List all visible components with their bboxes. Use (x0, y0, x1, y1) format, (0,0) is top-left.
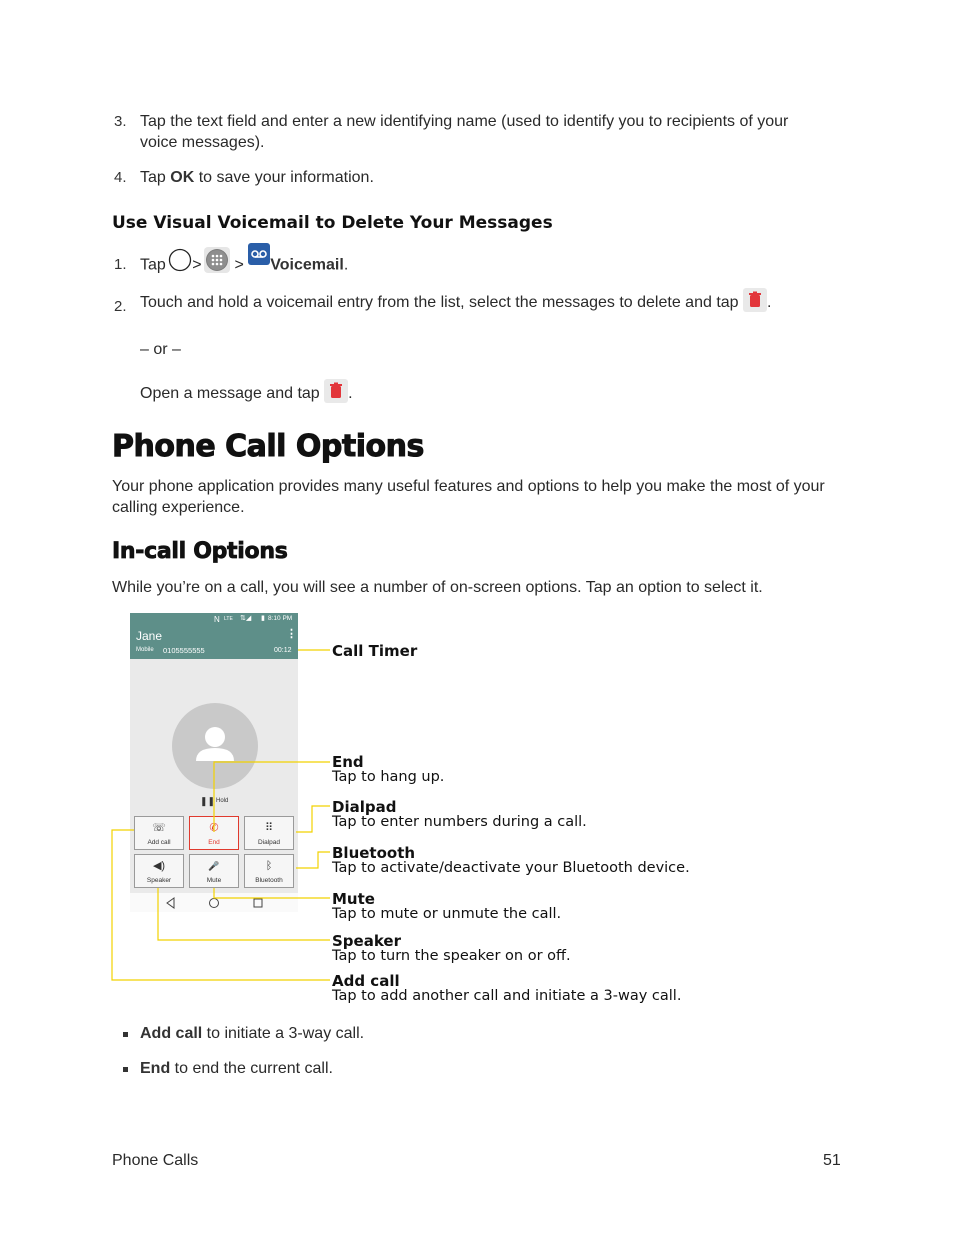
step-2-text: Touch and hold a voicemail entry from the list, select the messages to delete and tap . (140, 288, 771, 318)
callout-speaker-desc: Tap to turn the speaker on or off. (332, 948, 571, 964)
speaker-icon: ◀) (152, 860, 166, 872)
footer-section: Phone Calls (112, 1152, 199, 1169)
dialpad-button[interactable]: ⠿ Dialpad (244, 816, 294, 850)
battery-icon: ▮ (261, 615, 265, 622)
bluetooth-icon: ᛒ (265, 860, 273, 872)
step-4-text: Tap OK to save your information. (140, 169, 374, 186)
mute-icon: 🎤 (208, 861, 220, 871)
callout-end-desc: Tap to hang up. (332, 769, 445, 785)
delete-messages-heading: Use Visual Voicemail to Delete Your Messages (112, 213, 553, 233)
callout-bluetooth-desc: Tap to activate/deactivate your Bluetooth device. (332, 860, 690, 876)
bullet-end: End to end the current call. (140, 1060, 333, 1077)
incall-intro: While you’re on a call, you will see a number of on-screen options. Tap an option to select it. (112, 579, 763, 596)
speaker-line (158, 888, 330, 940)
dialpad-icon: ⠿ (264, 822, 274, 834)
more-options-icon[interactable]: ⋮ (286, 628, 297, 640)
bluetooth-button[interactable]: ᛒ Bluetooth (244, 854, 294, 888)
section-title: In-call Options (112, 539, 288, 564)
contact-name: Jane (136, 629, 163, 643)
alt-step-text: Open a message and tap . (140, 379, 353, 409)
end-call-button[interactable]: ✆ End (189, 816, 239, 850)
callout-mute-title: Mute (332, 890, 375, 908)
callout-dialpad-desc: Tap to enter numbers during a call. (332, 814, 587, 830)
call-timer: 00:12 (274, 647, 292, 654)
page-number: 51 (823, 1152, 841, 1169)
bullet-add-call: Add call to initiate a 3-way call. (140, 1025, 365, 1042)
step-number: 2. (114, 298, 127, 315)
line-label: Mobile (136, 647, 154, 653)
status-time: 8:10 PM (268, 615, 293, 622)
callout-add-call-title: Add call (332, 972, 400, 990)
bullet-marker (123, 1067, 128, 1072)
callout-bluetooth-title: Bluetooth (332, 844, 416, 862)
mute-line (214, 888, 330, 898)
step-number: 3. (114, 113, 127, 130)
nfc-icon: N (214, 615, 220, 624)
bullet-marker (123, 1032, 128, 1037)
step-number: 1. (114, 256, 127, 273)
hold-label[interactable]: Hold (216, 798, 229, 804)
mute-button[interactable]: 🎤 Mute (189, 854, 239, 888)
speaker-button[interactable]: ◀) Speaker (134, 854, 184, 888)
signal-icon: ⇅◢ (240, 615, 252, 622)
end-call-icon: ✆ (209, 822, 219, 834)
dialpad-line (296, 806, 330, 832)
callout-speaker-title: Speaker (332, 932, 401, 950)
or-separator: – or – (140, 341, 181, 358)
callout-call-timer-title: Call Timer (332, 642, 418, 660)
callout-end-title: End (332, 753, 364, 771)
add-call-button[interactable]: ☏ Add call (134, 816, 184, 850)
add-call-icon: ☏ (152, 822, 166, 834)
bluetooth-line (296, 852, 330, 868)
phone-options-intro: Your phone application provides many useful features and options to help you make the most of your calling experience. (112, 478, 825, 516)
phone-number: 0105555555 (163, 646, 205, 655)
callout-mute-desc: Tap to mute or unmute the call. (332, 906, 562, 922)
page-title: Phone Call Options (112, 429, 424, 464)
voicemail-label: Voicemail (270, 256, 344, 274)
callout-add-call-desc: Tap to add another call and initiate a 3-way call. (332, 988, 682, 1004)
lte-indicator: LTE (224, 616, 233, 622)
hold-icon[interactable]: ❚❚ (200, 796, 216, 806)
step-1-text: Tap > > Voicemail. (140, 247, 348, 277)
callout-dialpad-title: Dialpad (332, 798, 397, 816)
add-call-line (112, 830, 330, 980)
step-number: 4. (114, 169, 127, 186)
step-3-text: Tap the text field and enter a new identifying name (used to identify you to recipients of your voice messages). (140, 113, 789, 151)
